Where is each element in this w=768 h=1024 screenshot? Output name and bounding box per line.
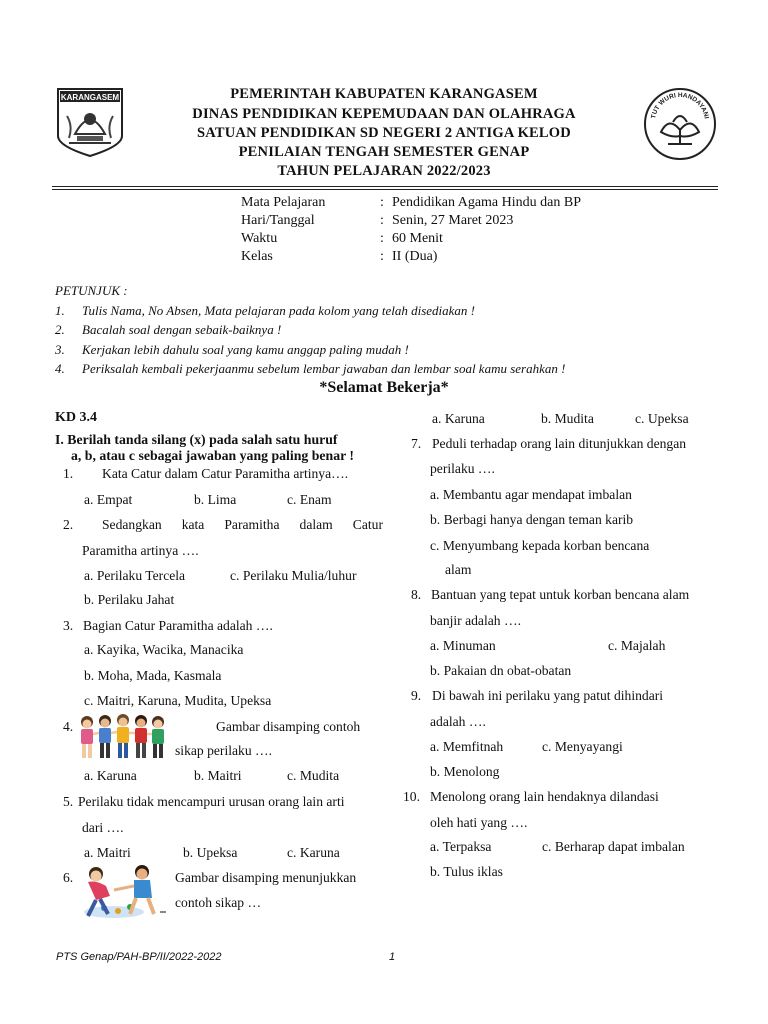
instruction-num: 4. <box>55 361 65 376</box>
option-a[interactable]: a. Terpaksa <box>430 839 492 854</box>
question-text: Menolong orang lain hendaknya dilandasi <box>430 789 659 804</box>
page-number: 1 <box>389 951 396 963</box>
question-number: 9. <box>411 688 422 703</box>
question-text: Bantuan yang tepat untuk korban bencana alam <box>431 587 690 602</box>
option-a[interactable]: a. Perilaku Tercela <box>84 568 186 583</box>
info-label-date: Hari/Tanggal <box>241 213 315 228</box>
question-number: 10. <box>403 789 420 804</box>
logo-motto: TUT WURI HANDAYANI <box>650 91 710 120</box>
instruction-item: Kerjakan lebih dahulu soal yang kamu anggap paling mudah ! <box>82 342 409 357</box>
question-number: 8. <box>411 587 422 602</box>
option-a[interactable]: a. Karuna <box>432 411 485 426</box>
option-c[interactable]: c. Mudita <box>287 768 340 783</box>
instruction-num: 2. <box>55 322 65 337</box>
option-b[interactable]: b. Perilaku Jahat <box>84 592 175 607</box>
option-a[interactable]: a. Maitri <box>84 845 131 860</box>
option-b[interactable]: b. Tulus iklas <box>430 864 503 879</box>
helping-picture <box>74 862 168 922</box>
question-text: adalah …. <box>430 714 486 729</box>
option-b[interactable]: b. Maitri <box>194 768 242 783</box>
header-line-3: SATUAN PENDIDIKAN SD NEGERI 2 ANTIGA KELOD <box>197 125 571 141</box>
question-text: Bagian Catur Paramitha adalah …. <box>83 618 273 633</box>
info-value-class: II (Dua) <box>392 249 438 264</box>
option-a[interactable]: a. Empat <box>84 492 133 507</box>
header-line-5: TAHUN PELAJARAN 2022/2023 <box>277 163 491 179</box>
info-label-class: Kelas <box>241 249 273 264</box>
info-sep: : <box>380 195 384 210</box>
question-text: Kata Catur dalam Catur Paramitha artinya…. <box>102 466 349 481</box>
question-number: 6. <box>63 870 74 885</box>
question-text: sikap perilaku …. <box>175 743 273 758</box>
header-line-1: PEMERINTAH KABUPATEN KARANGASEM <box>230 86 538 102</box>
question-text: Perilaku tidak mencampuri urusan orang lain arti <box>78 794 345 809</box>
question-text: oleh hati yang …. <box>430 815 528 830</box>
option-c[interactable]: c. Menyumbang kepada korban bencana <box>430 538 650 553</box>
children-picture <box>76 712 168 764</box>
info-value-date: Senin, 27 Maret 2023 <box>392 213 514 228</box>
question-number: 7. <box>411 436 422 451</box>
option-c[interactable]: c. Karuna <box>287 845 340 860</box>
header-line-2: DINAS PENDIDIKAN KEPEMUDAAN DAN OLAHRAGA <box>192 106 576 122</box>
question-text: dari …. <box>82 820 124 835</box>
option-b[interactable]: b. Upeksa <box>183 845 238 860</box>
question-text: Gambar disamping contoh <box>216 719 361 734</box>
option-a[interactable]: a. Kayika, Wacika, Manacika <box>84 642 244 657</box>
option-c[interactable]: c. Enam <box>287 492 332 507</box>
instructions-title: PETUNJUK : <box>55 283 128 298</box>
option-a[interactable]: a. Karuna <box>84 768 137 783</box>
instruction-item: Periksalah kembali pekerjaanmu sebelum lembar jawaban dan lembar soal kamu serahkan ! <box>82 361 566 376</box>
question-text: Paramitha artinya …. <box>82 543 199 558</box>
section-instruction: a, b, atau c sebagai jawaban yang paling benar ! <box>71 448 355 463</box>
option-a[interactable]: a. Memfitnah <box>430 739 504 754</box>
greeting: *Selamat Bekerja* <box>319 379 449 396</box>
question-text: Gambar disamping menunjukkan <box>175 870 357 885</box>
info-sep: : <box>380 231 384 246</box>
emblem-text: KARANGASEM <box>60 93 120 102</box>
instruction-num: 1. <box>55 303 65 318</box>
question-text: contoh sikap … <box>175 895 262 910</box>
option-c[interactable]: c. Majalah <box>608 638 666 653</box>
instruction-item: Bacalah soal dengan sebaik-baiknya ! <box>82 322 282 337</box>
instruction-item: Tulis Nama, No Absen, Mata pelajaran pada kolom yang telah disediakan ! <box>82 303 475 318</box>
info-sep: : <box>380 213 384 228</box>
footer-code: PTS Genap/PAH-BP/II/2022-2022 <box>56 951 222 963</box>
info-value-subject: Pendidikan Agama Hindu dan BP <box>392 195 581 210</box>
question-number: 1. <box>63 466 74 481</box>
option-a[interactable]: a. Membantu agar mendapat imbalan <box>430 487 632 502</box>
option-b[interactable]: b. Lima <box>194 492 237 507</box>
question-number: 4. <box>63 719 74 734</box>
option-b[interactable]: b. Berbagi hanya dengan teman karib <box>430 512 634 527</box>
question-text: banjir adalah …. <box>430 613 521 628</box>
section-instruction: I. Berilah tanda silang (x) pada salah satu huruf <box>55 432 338 447</box>
option-b[interactable]: b. Moha, Mada, Kasmala <box>84 668 222 683</box>
info-label-subject: Mata Pelajaran <box>241 195 326 210</box>
option-c[interactable]: c. Maitri, Karuna, Mudita, Upeksa <box>84 693 272 708</box>
info-label-time: Waktu <box>241 231 278 246</box>
option-c-continuation: alam <box>445 562 472 577</box>
question-text: Di bawah ini perilaku yang patut dihindari <box>432 688 664 703</box>
kd-heading: KD 3.4 <box>55 410 97 425</box>
info-sep: : <box>380 249 384 264</box>
option-c[interactable]: c. Menyayangi <box>542 739 623 754</box>
question-number: 5. <box>63 794 74 809</box>
question-number: 2. <box>63 517 74 532</box>
option-c[interactable]: c. Perilaku Mulia/luhur <box>230 568 357 583</box>
info-value-time: 60 Menit <box>392 231 443 246</box>
option-c[interactable]: c. Berharap dapat imbalan <box>542 839 685 854</box>
header-divider <box>52 186 718 190</box>
question-text: Peduli terhadap orang lain ditunjukkan dengan <box>432 436 687 451</box>
option-b[interactable]: b. Pakaian dn obat-obatan <box>430 663 572 678</box>
option-c[interactable]: c. Upeksa <box>635 411 689 426</box>
question-number: 3. <box>63 618 74 633</box>
question-text: perilaku …. <box>430 461 495 476</box>
instruction-num: 3. <box>55 342 65 357</box>
question-text: Sedangkan kata Paramitha dalam Catur <box>102 517 383 532</box>
option-b[interactable]: b. Menolong <box>430 764 500 779</box>
option-a[interactable]: a. Minuman <box>430 638 496 653</box>
header-line-4: PENILAIAN TENGAH SEMESTER GENAP <box>238 144 530 160</box>
option-b[interactable]: b. Mudita <box>541 411 594 426</box>
